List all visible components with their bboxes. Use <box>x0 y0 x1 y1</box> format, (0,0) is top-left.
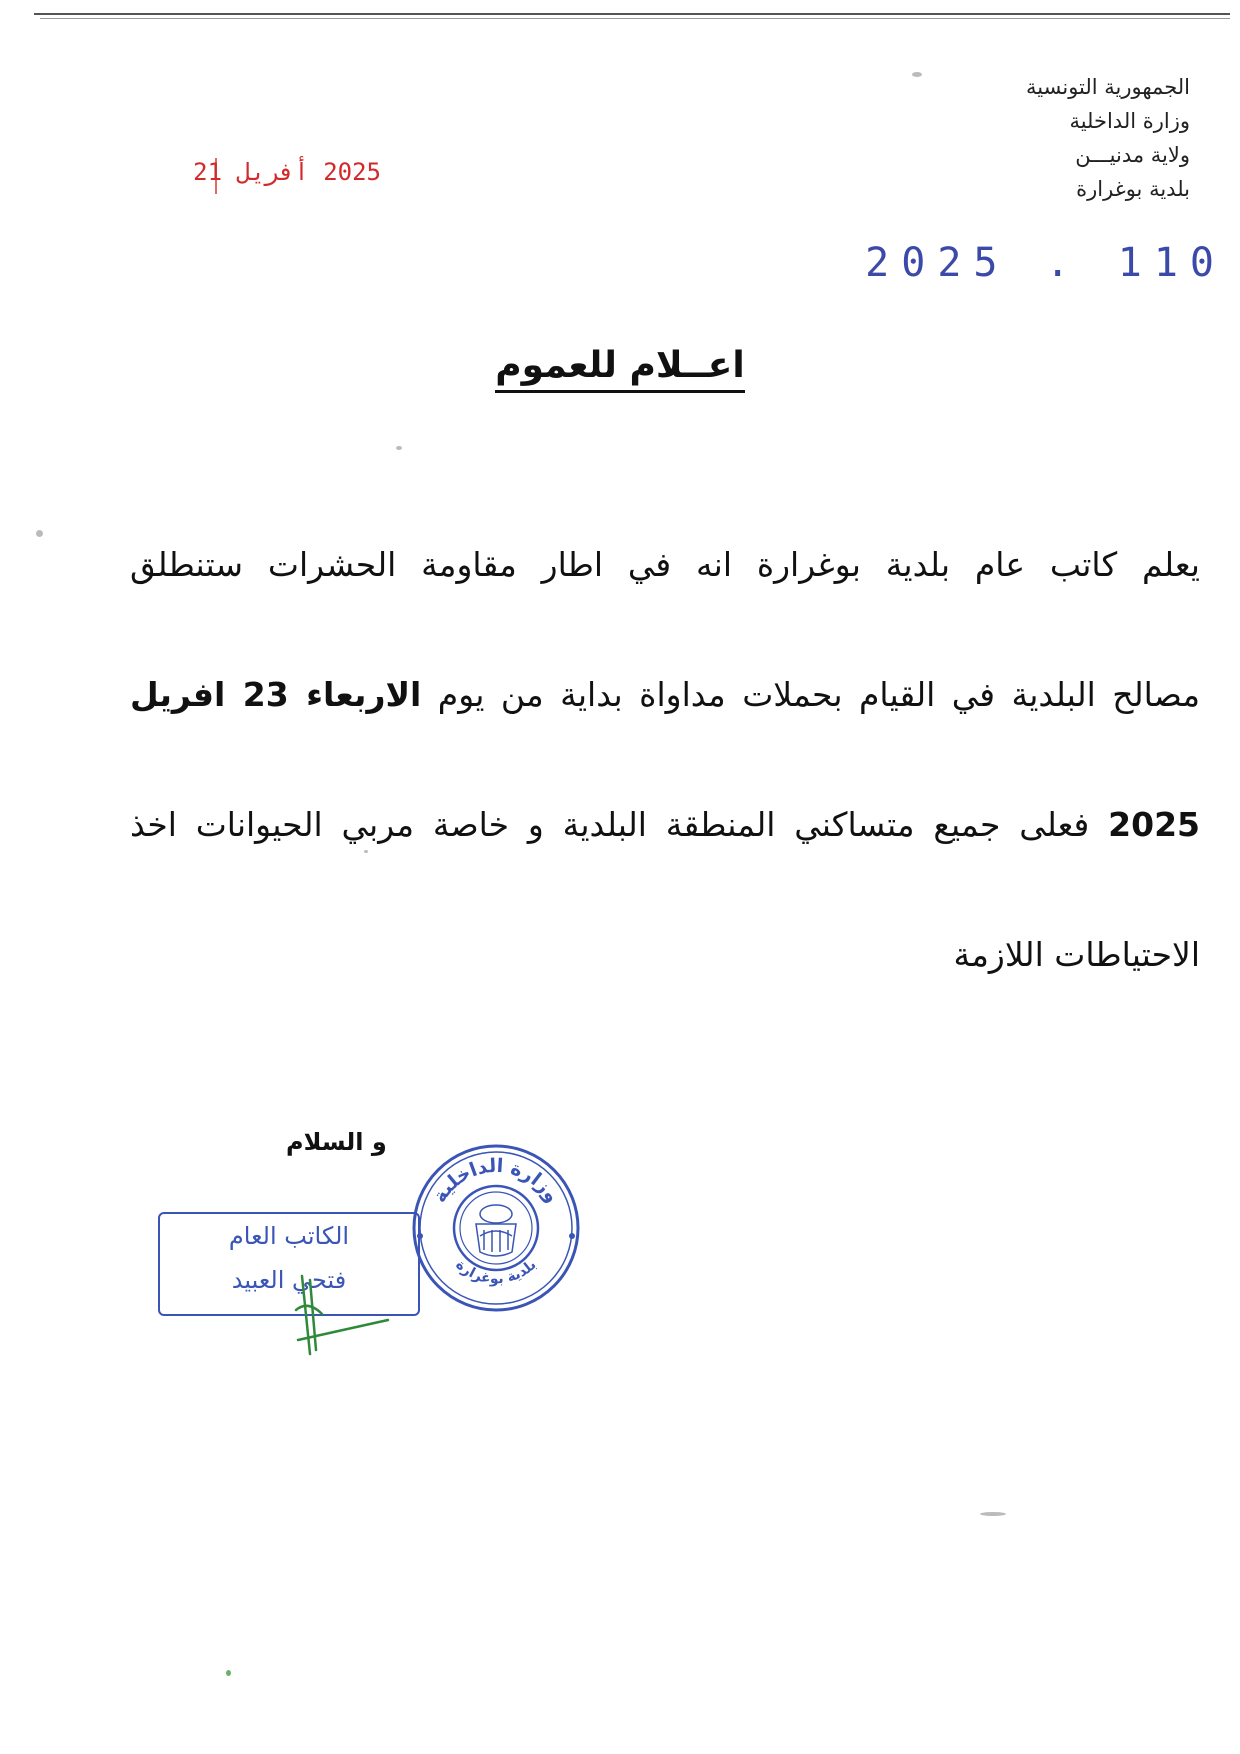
official-seal-icon <box>408 1140 584 1316</box>
scan-speck <box>912 72 922 77</box>
scan-speck <box>396 446 402 450</box>
top-border-line-secondary <box>40 18 1230 19</box>
page-title <box>0 345 1240 386</box>
scan-speck <box>980 1512 1006 1516</box>
reference-number: 2025 . 110 <box>865 240 1226 286</box>
announcement-body <box>130 500 1200 1020</box>
scan-speck <box>226 1670 231 1676</box>
body-line-4: الاحتياطات اللازمة <box>953 935 1200 974</box>
letterhead-municipality: بلدية بوغرارة <box>1076 177 1190 201</box>
letterhead-governorate: ولاية مدنيـــن <box>1075 143 1190 167</box>
body-line-2-text: مصالح البلدية في القيام بحملات مداواة بداية من يوم <box>421 675 1200 714</box>
body-line-3-text: فعلى جميع متساكني المنطقة البلدية و خاصة مربي الحيوانات اخذ <box>130 805 1109 844</box>
top-border-line <box>34 13 1230 15</box>
signature-role: الكاتب العام <box>228 1222 350 1250</box>
body-line-2 <box>130 630 1200 760</box>
letterhead <box>1026 70 1190 206</box>
closing-greeting: و السلام <box>286 1128 387 1156</box>
letterhead-republic: الجمهورية التونسية <box>1026 75 1190 99</box>
body-line-3 <box>130 760 1200 890</box>
title-text: اعــلام للعموم <box>495 345 744 393</box>
body-year-bold: 2025 <box>1108 805 1200 844</box>
seal-outer-text: وزارة الداخلية <box>428 1154 564 1207</box>
date-stamp: 2025 أفريل 21 <box>215 158 381 194</box>
svg-text:بلدية بوغرارة <box>452 1257 539 1287</box>
signature-name: فتحي العبيد <box>231 1266 347 1294</box>
body-line-1: يعلم كاتب عام بلدية بوغرارة انه في اطار مقاومة الحشرات ستنطلق <box>130 545 1200 584</box>
seal-inner-text: بلدية بوغرارة <box>452 1256 540 1288</box>
scan-speck <box>36 530 43 537</box>
body-date-bold: الاربعاء 23 افريل <box>130 675 422 714</box>
letterhead-ministry: وزارة الداخلية <box>1069 109 1190 133</box>
scan-speck <box>364 850 368 853</box>
handwritten-signature-icon <box>288 1270 398 1360</box>
